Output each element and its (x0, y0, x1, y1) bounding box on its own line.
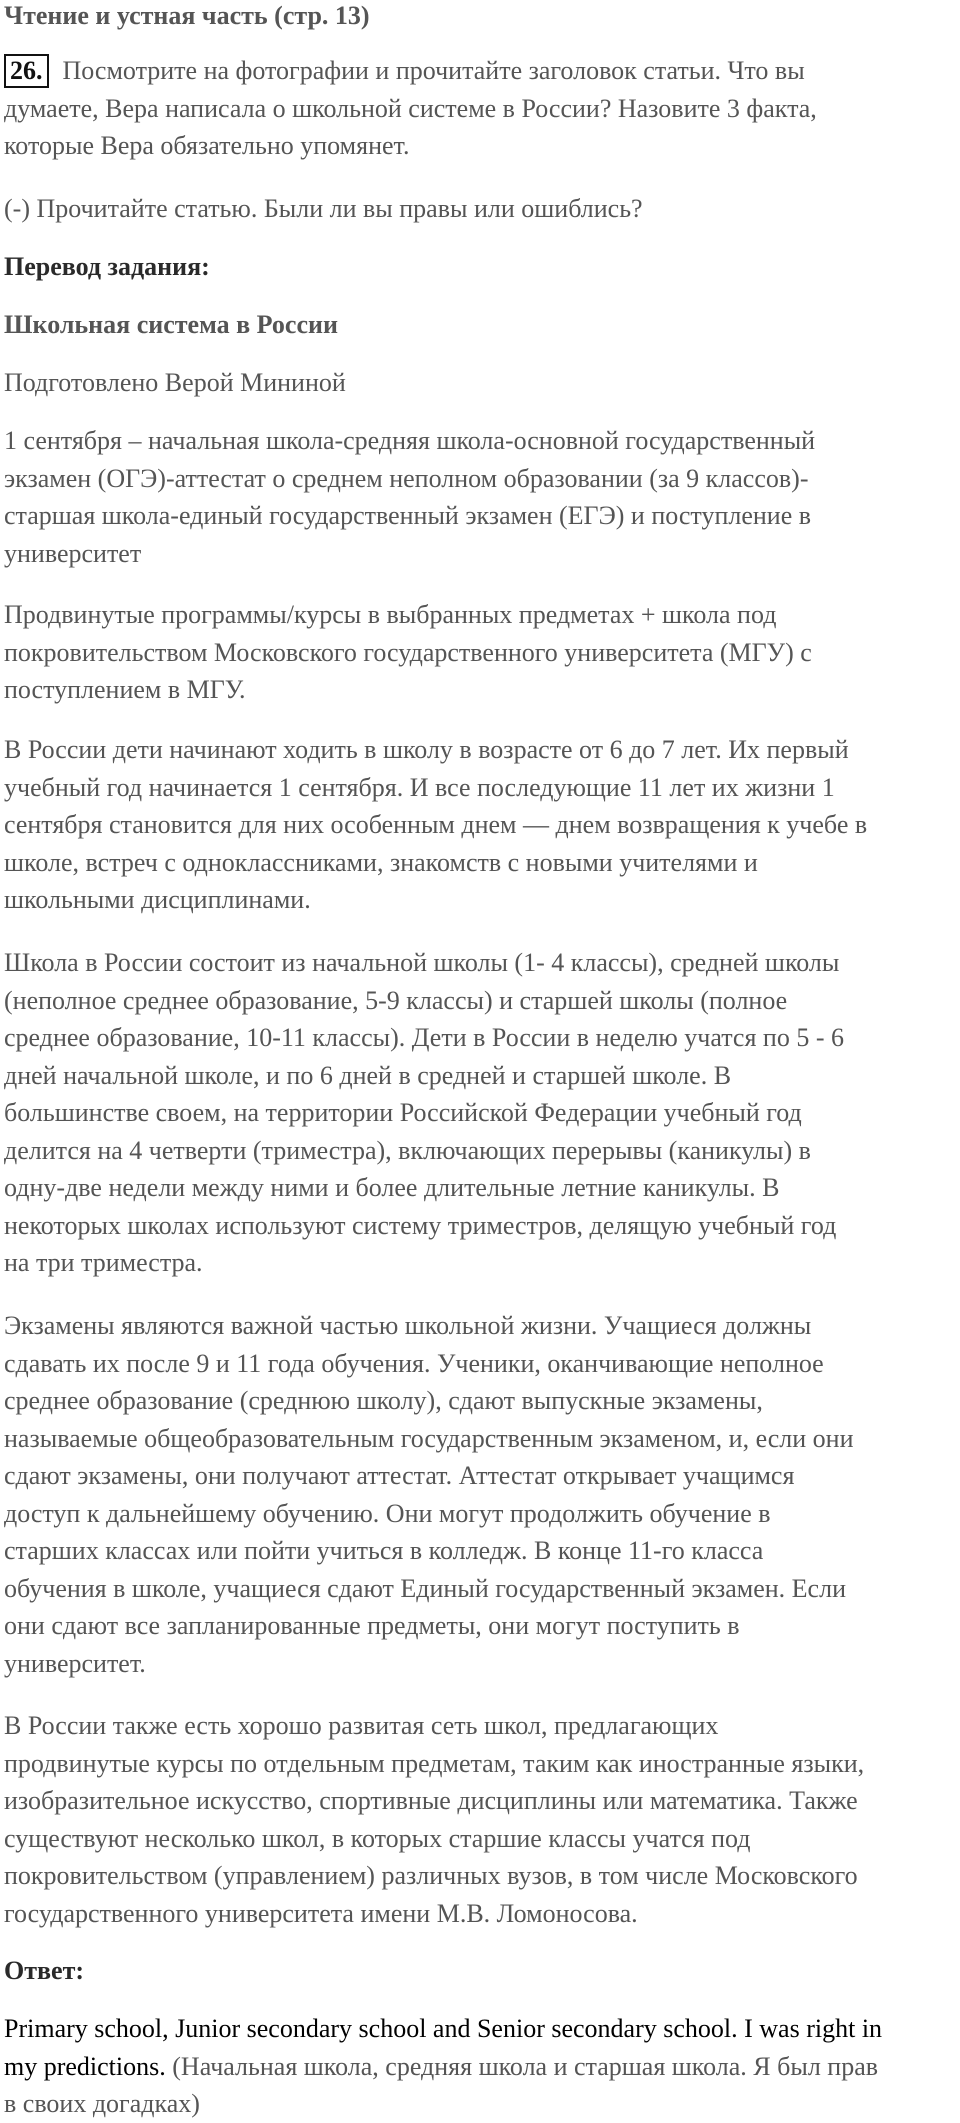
text-line: университет. (4, 1648, 146, 1678)
text-line: сдавать их после 9 и 11 года обучения. Ученики, оканчивающие неполное (4, 1348, 824, 1378)
paragraph-1 (4, 731, 956, 919)
section-title: Чтение и устная часть (стр. 13) (4, 1, 370, 30)
text-line: изобразительное искусство, спортивные дисциплины или математика. Также (4, 1786, 858, 1815)
text-line: сентября становится для них особенным днем — днем возвращения к учебе в (4, 810, 868, 839)
translation-heading: Перевод задания: (4, 252, 210, 281)
text-line: 1 сентября – начальная школа-средняя школа-основной государственный (4, 426, 816, 455)
task-line (4, 52, 956, 90)
text-line: среднее образование, 10-11 классы). Дети в России в неделю учатся по 5 - 6 (4, 1023, 844, 1052)
text-line: покровительством (управлением) различных вузов, в том числе Московского (4, 1861, 858, 1890)
text-line: Школа в России состоит из начальной школы (1- 4 классы), средней школы (4, 948, 840, 977)
answer-heading: Ответ: (4, 1956, 85, 1985)
text-line: учебный год начинается 1 сентября. И все последующие 11 лет их жизни 1 (4, 772, 835, 802)
text-line: большинстве своем, на территории Российской Федерации учебный год (4, 1098, 802, 1127)
answer-body (4, 2010, 956, 2123)
text-line: старшая школа-единый государственный экзамен (ЕГЭ) и поступление в (4, 501, 812, 530)
text-line: школьными дисциплинами. (4, 885, 311, 914)
text-line: Продвинутые программы/курсы в выбранных предметах + школа под (4, 600, 777, 629)
text-line: поступлением в МГУ. (4, 675, 246, 704)
answer-english: Primary school, Junior secondary school and Senior secondary school. I was right in (4, 2014, 883, 2043)
text-line: среднее образование (среднюю школу), сдают выпускные экзамены, (4, 1386, 763, 1415)
paragraph-4 (4, 1707, 956, 1932)
text-line: сдают экзамены, они получают аттестат. Аттестат открывает учащимся (4, 1461, 795, 1490)
text-line (4, 2010, 956, 2048)
text-line: университет (4, 538, 142, 568)
task-block (4, 52, 956, 165)
text-line: называемые общеобразовательным государственным экзаменом, и, если они (4, 1423, 854, 1453)
text-line: В России также есть хорошо развитая сеть школ, предлагающих (4, 1711, 719, 1740)
text-line: в своих догадках) (4, 2089, 200, 2118)
task-text: Посмотрите на фотографии и прочитайте заголовок статьи. Что вы (62, 56, 805, 85)
article-title-block (4, 306, 956, 344)
article-title: Школьная система в России (4, 310, 338, 339)
text-line: обучения в школе, учащиеся сдают Единый государственный экзамен. Если (4, 1573, 846, 1603)
text-line: продвинутые курсы по отдельным предметам, таким как иностранные языки, (4, 1748, 865, 1778)
task-number-badge: 26. (4, 54, 49, 88)
byline: Подготовлено Верой Мининой (4, 368, 346, 397)
text-line: одну-две недели между ними и более длительные летние каникулы. В (4, 1173, 780, 1202)
byline-block (4, 364, 956, 402)
answer-english: my predictions. (4, 2051, 166, 2081)
text-line (4, 2048, 956, 2086)
answer-russian: (Начальная школа, средняя школа и старшая школа. Я был прав (172, 2051, 879, 2081)
paragraph-3 (4, 1307, 956, 1682)
text-line: Экзамены являются важной частью школьной жизни. Учащиеся должны (4, 1311, 812, 1340)
subtask (4, 190, 956, 228)
caption-1 (4, 422, 956, 572)
text-line: В России дети начинают ходить в школу в возрасте от 6 до 7 лет. Их первый (4, 735, 849, 764)
task-line: которые Вера обязательно упомянет. (4, 131, 410, 160)
text-line: покровительством Московского государственного университета (МГУ) с (4, 637, 812, 667)
text-line: доступ к дальнейшему обучению. Они могут продолжить обучение в (4, 1498, 771, 1528)
text-line: на три триместра. (4, 1248, 203, 1277)
text-line: старших классах или пойти учиться в колледж. В конце 11-го класса (4, 1536, 764, 1565)
caption-2 (4, 596, 956, 709)
subtask-text: (-) Прочитайте статью. Были ли вы правы или ошиблись? (4, 194, 643, 223)
text-line: они сдают все запланированные предметы, они могут поступить в (4, 1611, 740, 1640)
section-header (4, 0, 956, 31)
text-line: некоторых школах используют систему триместров, делящую учебный год (4, 1210, 837, 1240)
answer-heading-block (4, 1952, 956, 1990)
text-line: дней начальной школе, и по 6 дней в средней и старшей школе. В (4, 1060, 732, 1090)
text-line: (неполное среднее образование, 5-9 классы) и старшей школы (полное (4, 985, 788, 1015)
task-line: думаете, Вера написала о школьной системе в России? Назовите 3 факта, (4, 93, 817, 123)
text-line: государственного университета имени М.В. Ломоносова. (4, 1898, 638, 1928)
paragraph-2 (4, 944, 956, 1282)
text-line: школе, встреч с одноклассниками, знакомств с новыми учителями и (4, 847, 758, 877)
translation-heading-block (4, 248, 956, 286)
text-line: существуют несколько школ, в которых старшие классы учатся под (4, 1823, 751, 1853)
text-line: делится на 4 четверти (триместра), включающих перерывы (каникулы) в (4, 1135, 811, 1165)
text-line: экзамен (ОГЭ)-аттестат о среднем неполном образовании (за 9 классов)- (4, 463, 809, 493)
